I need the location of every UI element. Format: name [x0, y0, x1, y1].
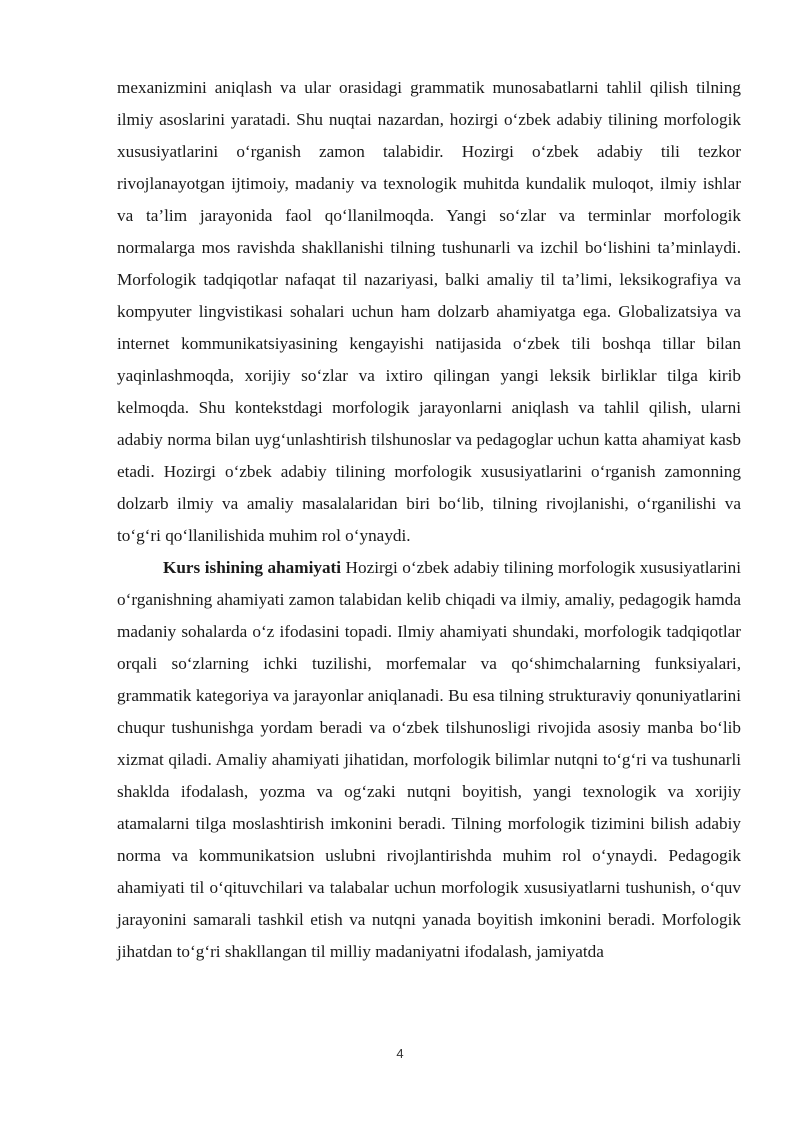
page-number: 4 — [396, 1046, 404, 1061]
paragraph-significance-text: Hozirgi o‘zbek adabiy tilining morfologik xususiyatlarini o‘rganishning ahamiyati zamon talabidan kelib chiqadi va ilmiy, amaliy, pedagogik hamda madaniy sohalarda o‘z ifodasini topadi. Ilmiy ahamiyati shundaki, morfologik tadqiqotlar orqali so‘zlarning ichki tuzilishi, morfemalar va qo‘shimchalarning funksiyalari, grammatik kategoriya va jarayonlar aniqlanadi. Bu esa tilning strukturaviy qonuniyatlarini chuqur tushunishga yordam beradi va o‘zbek tilshunosligi rivojida asosiy manba bo‘lib xizmat qiladi. Amaliy ahamiyati jihatidan, morfologik bilimlar nutqni to‘g‘ri va tushunarli shaklda ifodalash, yozma va og‘zaki nutqni boyitish, yangi texnologik va xorijiy atamalarni tilga moslashtirish imkonini beradi. Tilning morfologik tizimini bilish adabiy norma va kommunikatsion uslubni rivojlantirishda muhim rol o‘ynaydi. Pedagogik ahamiyati til o‘qituvchilari va talabalar uchun morfologik xususiyatlarni tushunish, o‘quv jarayonini samarali tashkil etish va nutqni yanada boyitish imkonini beradi. Morfologik jihatdan to‘g‘ri shakllangan til milliy madaniyatni ifodalash, jamiyatda — [117, 558, 742, 961]
document-page — [117, 72, 741, 968]
paragraph-intro-text: mexanizmini aniqlash va ular orasidagi grammatik munosabatlarni tahlil qilish tilning ilmiy asoslarini yaratadi. Shu nuqtai nazardan, hozirgi o‘zbek adabiy tilining morfologik xususiyatlarini o‘rganish zamon talabidir. Hozirgi o‘zbek adabiy tili tezkor rivojlanayotgan ijtimoiy, madaniy va texnologik muhitda kundalik muloqot, ilmiy ishlar va ta’lim jarayonida faol qo‘llanilmoqda. Yangi so‘zlar va terminlar morfologik normalarga mos ravishda shakllanishi tilning tushunarli va izchil bo‘lishini ta’minlaydi. Morfologik tadqiqotlar nafaqat til nazariyasi, balki amaliy til ta’limi, leksikografiya va kompyuter lingvistikasi sohalari uchun ham dolzarb ahamiyatga ega. Globalizatsiya va internet kommunikatsiyasining kengayishi natijasida o‘zbek tili boshqa tillar bilan yaqinlashmoqda, xorijiy so‘zlar va ixtiro qilingan yangi leksik birliklar tilga kirib kelmoqda. Shu kontekstdagi morfologik jarayonlarni aniqlash va tahlil qilish, ularni adabiy norma bilan uyg‘unlashtirish tilshunoslar va pedagoglar uchun katta ahamiyat kasb etadi. Hozirgi o‘zbek adabiy tilining morfologik xususiyatlarini o‘rganish zamonning dolzarb ilmiy va amaliy masalalaridan biri bo‘lib, tilning rivojlanishi, o‘rganilishi va to‘g‘ri qo‘llanilishida muhim rol o‘ynaydi. — [117, 78, 741, 545]
paragraph-intro — [117, 72, 741, 552]
paragraph-significance — [117, 552, 741, 968]
section-heading-significance: Kurs ishining ahamiyati — [163, 558, 342, 577]
